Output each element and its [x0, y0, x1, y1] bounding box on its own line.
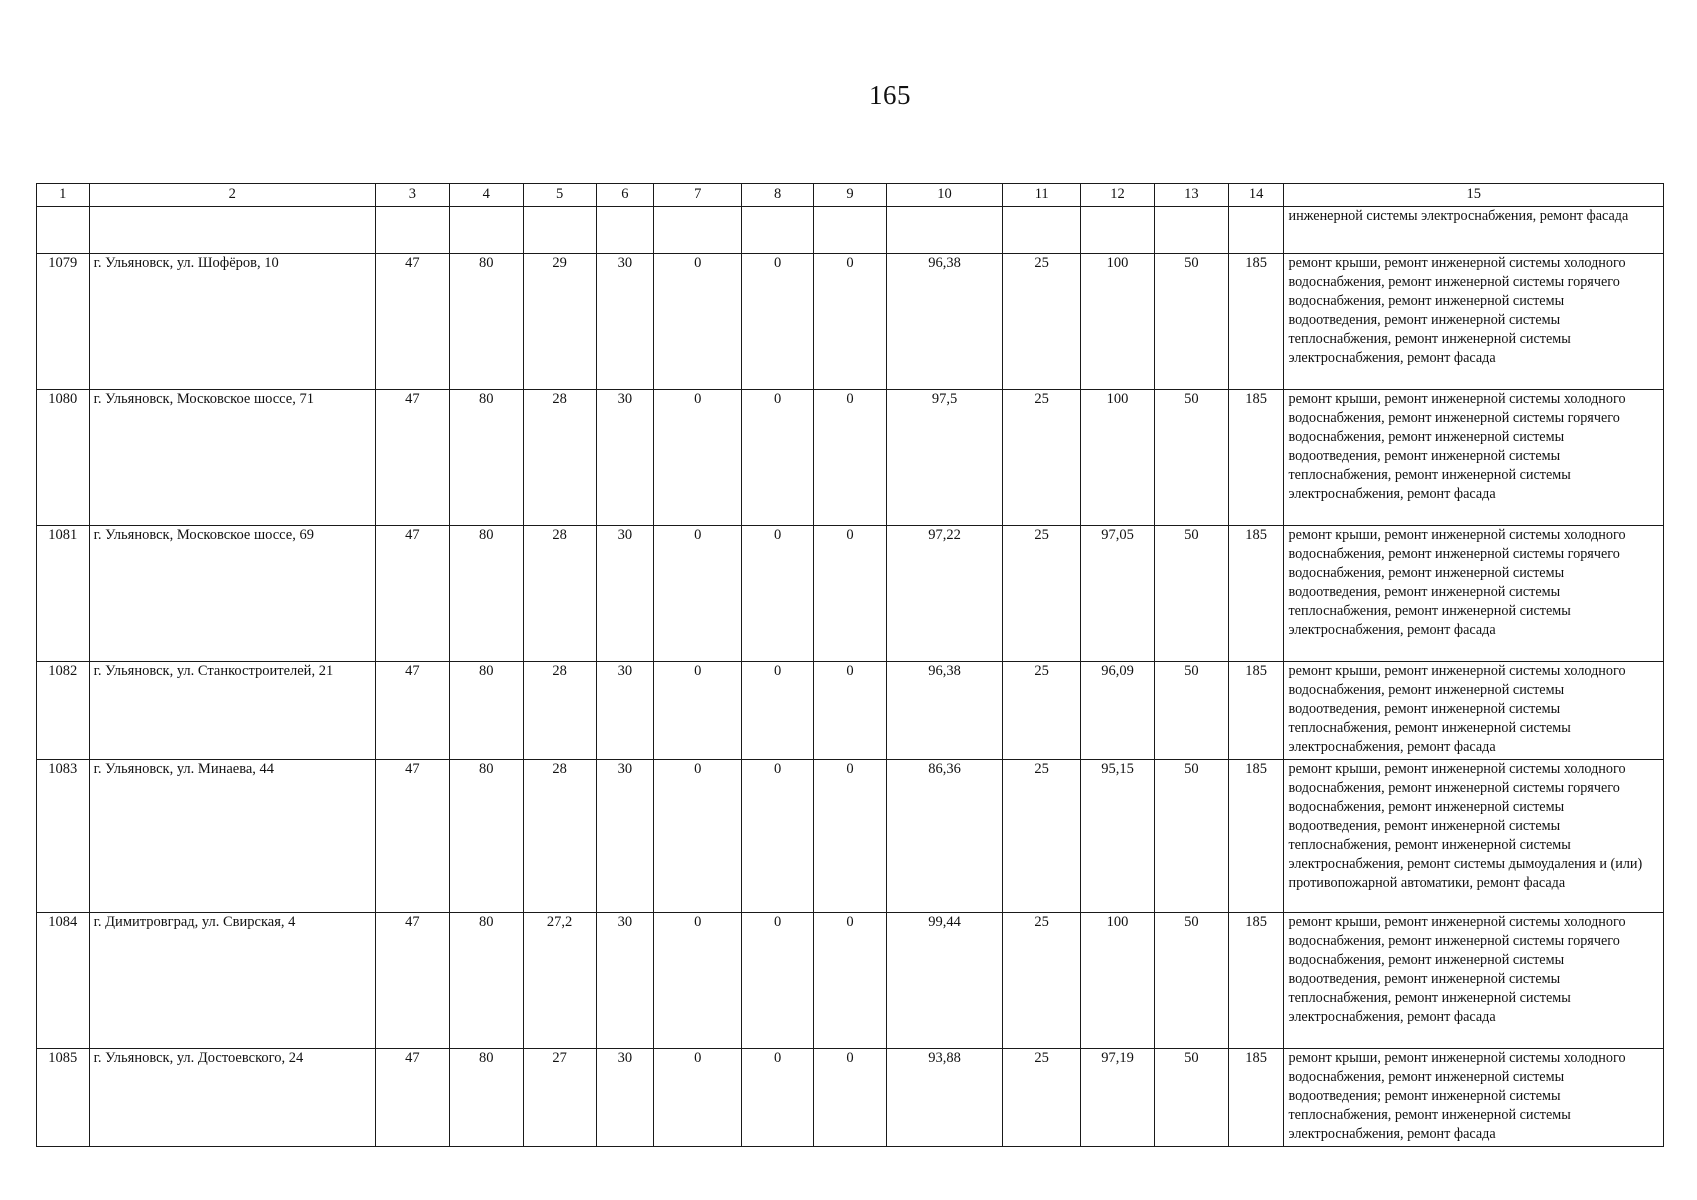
address-cell: г. Ульяновск, ул. Достоевского, 24 [89, 1049, 375, 1147]
value-cell-c4: 80 [449, 526, 523, 662]
value-cell-c8: 0 [742, 662, 814, 760]
table-row [37, 254, 1664, 390]
column-header: 9 [814, 184, 887, 207]
value-cell-c7: 0 [654, 760, 742, 913]
column-header: 10 [886, 184, 1002, 207]
column-header: 4 [449, 184, 523, 207]
value-cell-c3: 47 [375, 760, 449, 913]
address-cell: г. Димитровград, ул. Свирская, 4 [89, 913, 375, 1049]
address-cell: г. Ульяновск, Московское шоссе, 71 [89, 390, 375, 526]
address-cell: г. Ульяновск, ул. Станкостроителей, 21 [89, 662, 375, 760]
value-cell-c3: 47 [375, 1049, 449, 1147]
value-cell-c5: 28 [523, 662, 596, 760]
value-cell-c9: 0 [814, 390, 887, 526]
works-cell: ремонт крыши, ремонт инженерной системы холодного водоснабжения, ремонт инженерной системы горячего водоснабжения, ремонт инженерной системы водоотведения, ремонт инженерной системы теплоснабжения, ремонт инженерной системы электроснабжения, ремонт фасада [1284, 254, 1664, 390]
table-row [37, 1049, 1664, 1147]
value-cell-c4: 80 [449, 390, 523, 526]
value-cell-c5: 27,2 [523, 913, 596, 1049]
value-cell-c11: 25 [1003, 526, 1081, 662]
address-cell: г. Ульяновск, ул. Шофёров, 10 [89, 254, 375, 390]
value-cell-c9: 0 [814, 526, 887, 662]
row-number-cell: 1080 [37, 390, 90, 526]
value-cell-c9: 0 [814, 913, 887, 1049]
row-number-cell: 1083 [37, 760, 90, 913]
value-cell-c6: 30 [596, 526, 654, 662]
value-cell-c11: 25 [1003, 1049, 1081, 1147]
table-row [37, 913, 1664, 1049]
value-cell-c14: 185 [1228, 662, 1284, 760]
value-cell-c10: 97,22 [886, 526, 1002, 662]
value-cell-c13: 50 [1154, 1049, 1228, 1147]
row-number-cell: 1081 [37, 526, 90, 662]
value-cell-c7: 0 [654, 254, 742, 390]
value-cell-c4: 80 [449, 1049, 523, 1147]
value-cell-c8: 0 [742, 760, 814, 913]
works-cell: ремонт крыши, ремонт инженерной системы холодного водоснабжения, ремонт инженерной системы водоотведения, ремонт инженерной системы теплоснабжения, ремонт инженерной системы электроснабжения, ремонт фасада [1284, 662, 1664, 760]
value-cell-c12: 100 [1081, 254, 1155, 390]
value-cell-c10: 99,44 [886, 913, 1002, 1049]
works-cell: инженерной системы электроснабжения, ремонт фасада [1284, 207, 1664, 254]
value-cell-c6: 30 [596, 390, 654, 526]
value-cell-c3: 47 [375, 390, 449, 526]
value-cell-c14: 185 [1228, 913, 1284, 1049]
value-cell-c9: 0 [814, 662, 887, 760]
value-cell-c8: 0 [742, 526, 814, 662]
value-cell-c12: 100 [1081, 390, 1155, 526]
column-header: 15 [1284, 184, 1664, 207]
column-number-row [37, 184, 1664, 207]
column-header: 12 [1081, 184, 1155, 207]
column-header: 14 [1228, 184, 1284, 207]
value-cell-c5: 28 [523, 526, 596, 662]
value-cell-c10: 86,36 [886, 760, 1002, 913]
value-cell-c6: 30 [596, 662, 654, 760]
table-row [37, 760, 1664, 913]
value-cell-c10: 96,38 [886, 662, 1002, 760]
column-header: 7 [654, 184, 742, 207]
value-cell-c7: 0 [654, 1049, 742, 1147]
value-cell-c14: 185 [1228, 390, 1284, 526]
continuation-row [37, 207, 1664, 254]
value-cell-c10: 96,38 [886, 254, 1002, 390]
value-cell-c13: 50 [1154, 760, 1228, 913]
value-cell-c12: 97,19 [1081, 1049, 1155, 1147]
column-header: 13 [1154, 184, 1228, 207]
value-cell-c6: 30 [596, 913, 654, 1049]
value-cell-c14: 185 [1228, 254, 1284, 390]
row-number-cell: 1085 [37, 1049, 90, 1147]
value-cell-c6: 30 [596, 760, 654, 913]
address-cell: г. Ульяновск, Московское шоссе, 69 [89, 526, 375, 662]
value-cell-c5: 28 [523, 390, 596, 526]
column-header: 1 [37, 184, 90, 207]
works-cell: ремонт крыши, ремонт инженерной системы холодного водоснабжения, ремонт инженерной системы горячего водоснабжения, ремонт инженерной системы водоотведения, ремонт инженерной системы теплоснабжения, ремонт инженерной системы электроснабжения, ремонт фасада [1284, 913, 1664, 1049]
value-cell-c12: 95,15 [1081, 760, 1155, 913]
value-cell-c14: 185 [1228, 760, 1284, 913]
value-cell-c11: 25 [1003, 662, 1081, 760]
value-cell-c7: 0 [654, 390, 742, 526]
value-cell-c9: 0 [814, 760, 887, 913]
table-row [37, 662, 1664, 760]
works-cell: ремонт крыши, ремонт инженерной системы холодного водоснабжения, ремонт инженерной системы водоотведения; ремонт инженерной системы теплоснабжения, ремонт инженерной системы электроснабжения, ремонт фасада [1284, 1049, 1664, 1147]
value-cell-c13: 50 [1154, 526, 1228, 662]
value-cell-c9: 0 [814, 254, 887, 390]
value-cell-c11: 25 [1003, 254, 1081, 390]
row-number-cell: 1084 [37, 913, 90, 1049]
value-cell-c14: 185 [1228, 1049, 1284, 1147]
value-cell-c8: 0 [742, 254, 814, 390]
value-cell-c10: 97,5 [886, 390, 1002, 526]
value-cell-c11: 25 [1003, 913, 1081, 1049]
value-cell-c4: 80 [449, 913, 523, 1049]
value-cell-c5: 28 [523, 760, 596, 913]
value-cell-c9: 0 [814, 1049, 887, 1147]
value-cell-c13: 50 [1154, 254, 1228, 390]
value-cell-c5: 27 [523, 1049, 596, 1147]
value-cell-c13: 50 [1154, 662, 1228, 760]
works-cell: ремонт крыши, ремонт инженерной системы холодного водоснабжения, ремонт инженерной системы горячего водоснабжения, ремонт инженерной системы водоотведения, ремонт инженерной системы теплоснабжения, ремонт инженерной системы электроснабжения, ремонт системы дымоудаления и (или) противопожарной автоматики, ремонт фасада [1284, 760, 1664, 913]
column-header: 6 [596, 184, 654, 207]
value-cell-c3: 47 [375, 913, 449, 1049]
table-row [37, 526, 1664, 662]
value-cell-c4: 80 [449, 760, 523, 913]
value-cell-c8: 0 [742, 913, 814, 1049]
value-cell-c3: 47 [375, 662, 449, 760]
repair-registry-table [36, 183, 1664, 1147]
page-number: 165 [869, 80, 911, 110]
value-cell-c12: 100 [1081, 913, 1155, 1049]
value-cell-c13: 50 [1154, 390, 1228, 526]
value-cell-c7: 0 [654, 913, 742, 1049]
value-cell-c6: 30 [596, 1049, 654, 1147]
column-header: 2 [89, 184, 375, 207]
value-cell-c8: 0 [742, 390, 814, 526]
column-header: 5 [523, 184, 596, 207]
value-cell-c12: 96,09 [1081, 662, 1155, 760]
table-row [37, 390, 1664, 526]
value-cell-c11: 25 [1003, 760, 1081, 913]
row-number-cell: 1079 [37, 254, 90, 390]
value-cell-c3: 47 [375, 254, 449, 390]
works-cell: ремонт крыши, ремонт инженерной системы холодного водоснабжения, ремонт инженерной системы горячего водоснабжения, ремонт инженерной системы водоотведения, ремонт инженерной системы теплоснабжения, ремонт инженерной системы электроснабжения, ремонт фасада [1284, 390, 1664, 526]
value-cell-c10: 93,88 [886, 1049, 1002, 1147]
column-header: 11 [1003, 184, 1081, 207]
value-cell-c7: 0 [654, 662, 742, 760]
column-header: 8 [742, 184, 814, 207]
value-cell-c6: 30 [596, 254, 654, 390]
row-number-cell: 1082 [37, 662, 90, 760]
value-cell-c14: 185 [1228, 526, 1284, 662]
value-cell-c12: 97,05 [1081, 526, 1155, 662]
value-cell-c7: 0 [654, 526, 742, 662]
address-cell: г. Ульяновск, ул. Минаева, 44 [89, 760, 375, 913]
value-cell-c5: 29 [523, 254, 596, 390]
value-cell-c13: 50 [1154, 913, 1228, 1049]
value-cell-c3: 47 [375, 526, 449, 662]
value-cell-c11: 25 [1003, 390, 1081, 526]
works-cell: ремонт крыши, ремонт инженерной системы холодного водоснабжения, ремонт инженерной системы горячего водоснабжения, ремонт инженерной системы водоотведения, ремонт инженерной системы теплоснабжения, ремонт инженерной системы электроснабжения, ремонт фасада [1284, 526, 1664, 662]
value-cell-c4: 80 [449, 662, 523, 760]
value-cell-c8: 0 [742, 1049, 814, 1147]
value-cell-c4: 80 [449, 254, 523, 390]
column-header: 3 [375, 184, 449, 207]
